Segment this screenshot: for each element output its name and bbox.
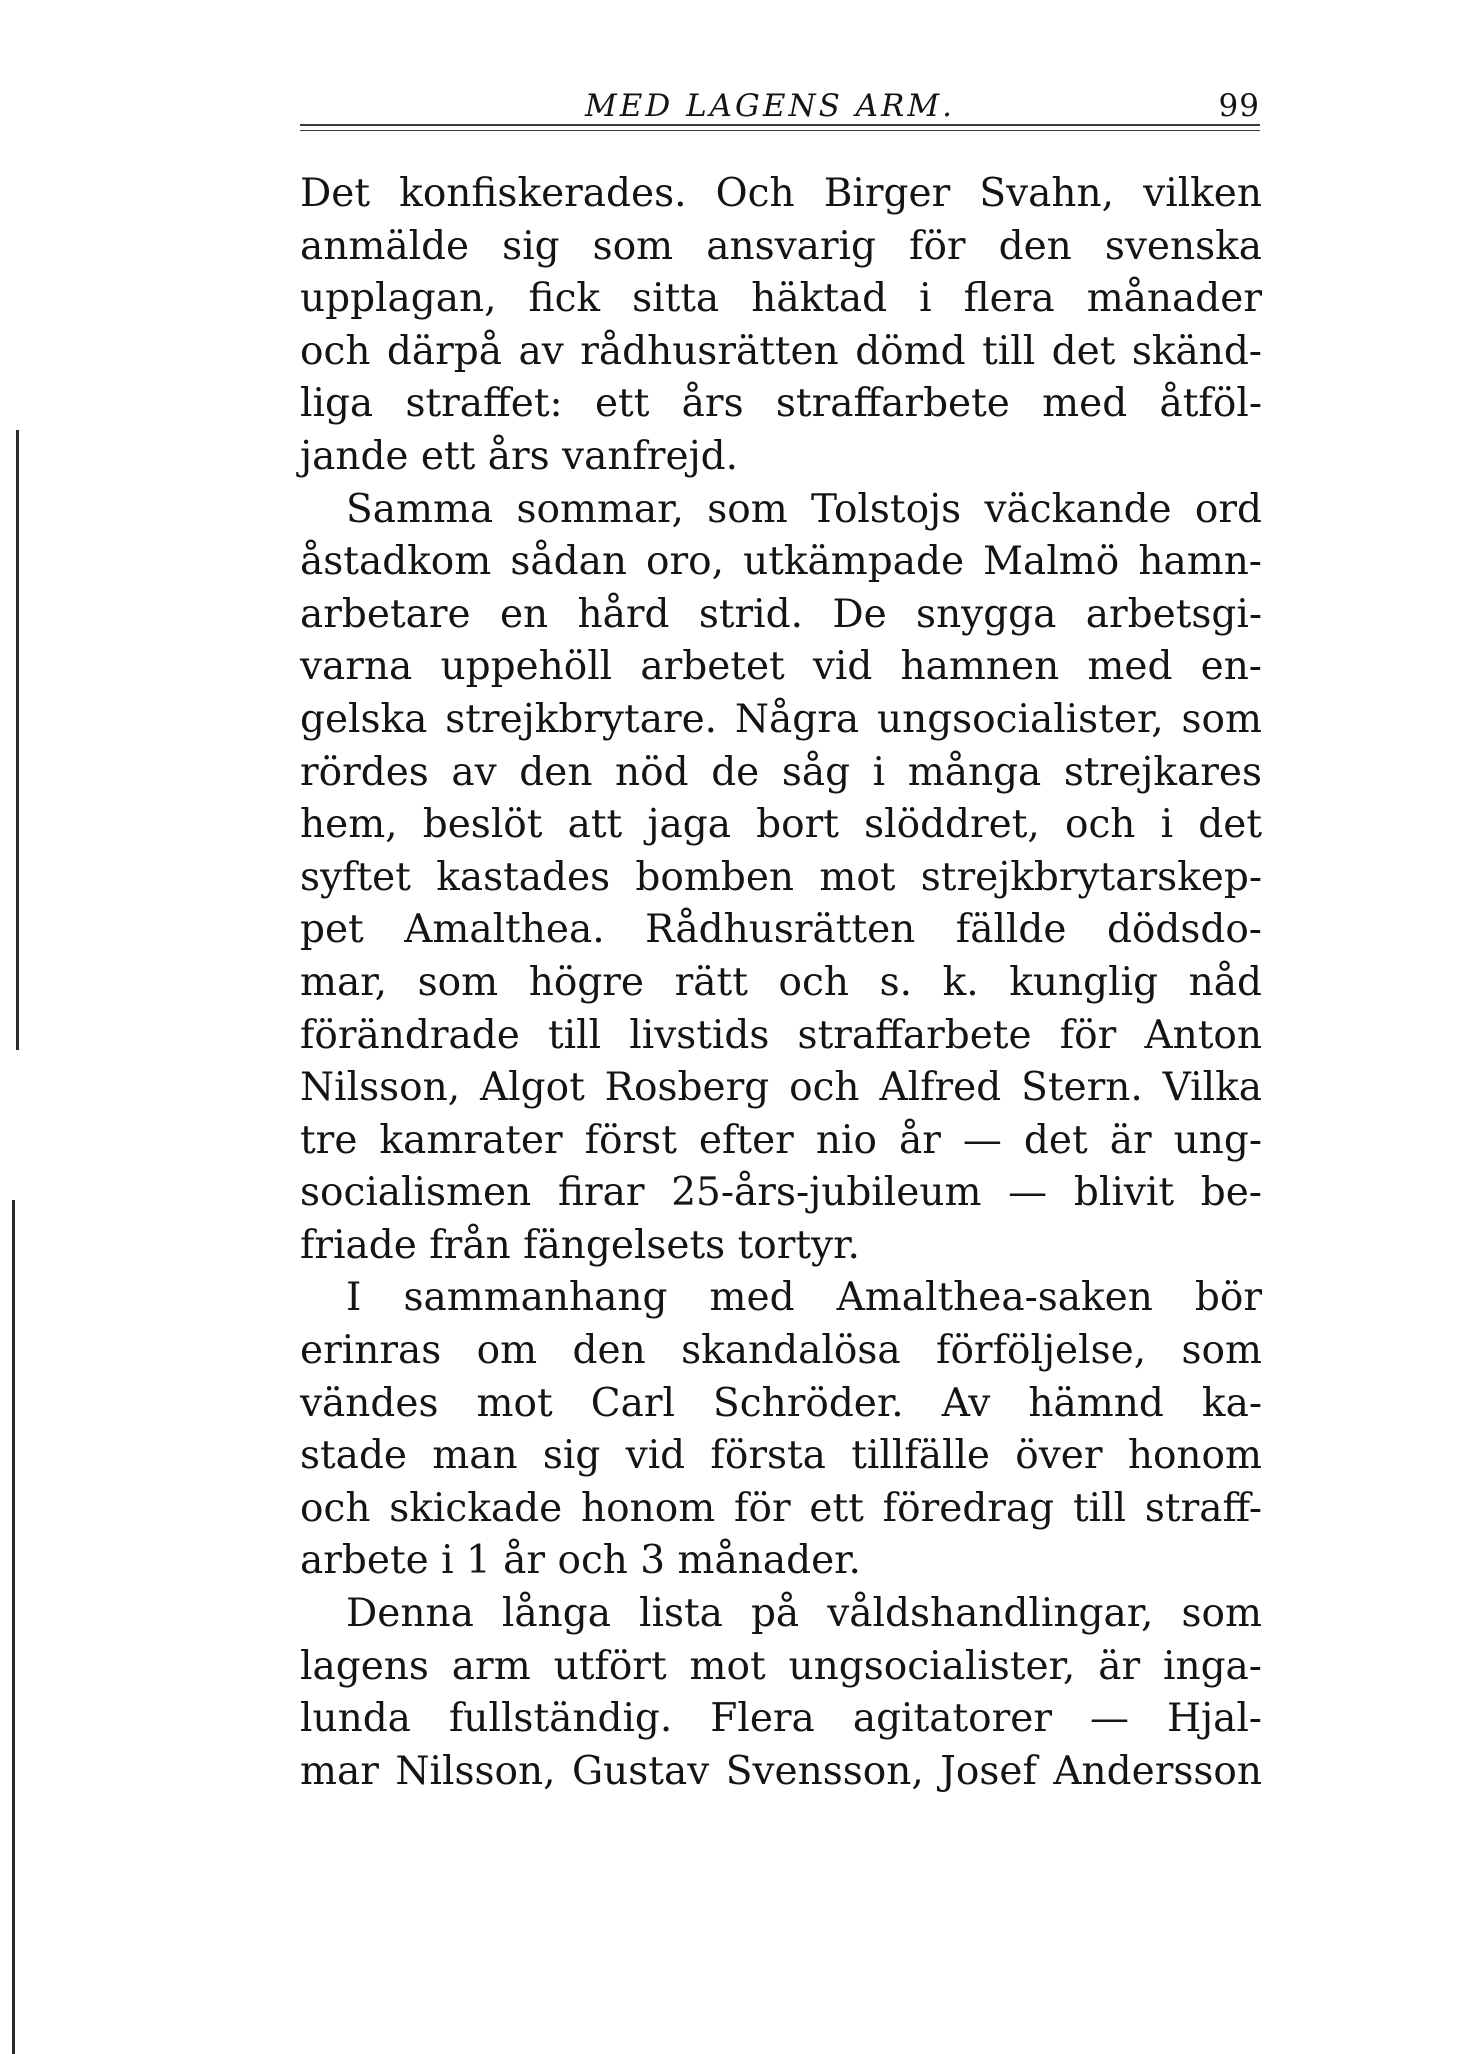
- text-line: varna uppehöll arbetet vid hamnen med en-: [300, 644, 1262, 690]
- header-rule: [300, 130, 1260, 131]
- text-line: mar, som högre rätt och s. k. kunglig nåd: [300, 959, 1262, 1005]
- scan-edge-mark: [16, 430, 19, 1050]
- text-line: mar Nilsson, Gustav Svensson, Josef Andersson: [300, 1748, 1262, 1794]
- paragraph: [300, 1272, 1262, 1588]
- text-line: Denna långa lista på våldshandlingar, som: [346, 1591, 1262, 1637]
- text-line: pet Amalthea. Rådhusrätten fällde dödsdo-: [300, 907, 1262, 953]
- header-rule: [300, 124, 1260, 126]
- paragraph: [300, 168, 1262, 484]
- text-line: socialismen firar 25-års-jubileum — blivit be-: [300, 1170, 1262, 1216]
- text-line: upplagan, fick sitta häktad i flera månader: [300, 276, 1262, 322]
- text-line: arbetare en hård strid. De snygga arbetsgi-: [300, 591, 1262, 637]
- text-line: lagens arm utfört mot ungsocialister, är inga-: [300, 1643, 1262, 1689]
- page-number: 99: [1218, 88, 1260, 124]
- text-line: anmälde sig som ansvarig för den svenska: [300, 223, 1262, 269]
- paragraph: [300, 1588, 1262, 1798]
- body-text: [300, 168, 1262, 1798]
- text-line: I sammanhang med Amalthea-saken bör: [346, 1275, 1262, 1321]
- text-line: liga straffet: ett års straffarbete med åtföl-: [300, 381, 1262, 427]
- text-line: arbete i 1 år och 3 månader.: [300, 1538, 861, 1584]
- text-line: Samma sommar, som Tolstojs väckande ord: [346, 486, 1262, 532]
- text-line: och därpå av rådhusrätten dömd till det skänd-: [300, 328, 1262, 374]
- text-line: stade man sig vid första tillfälle över honom: [300, 1433, 1262, 1479]
- text-line: syftet kastades bomben mot strejkbrytarskep-: [300, 854, 1262, 900]
- text-line: tre kamrater först efter nio år — det är ung-: [300, 1117, 1262, 1163]
- text-line: rördes av den nöd de såg i många strejkares: [300, 749, 1262, 795]
- text-line: jande ett års vanfrejd.: [300, 433, 739, 479]
- text-line: friade från fängelsets tortyr.: [300, 1222, 860, 1268]
- text-line: gelska strejkbrytare. Några ungsocialister, som: [300, 696, 1262, 742]
- text-line: åstadkom sådan oro, utkämpade Malmö hamn-: [300, 539, 1262, 585]
- text-line: förändrade till livstids straffarbete för Anton: [300, 1012, 1262, 1058]
- text-line: lunda fullständig. Flera agitatorer — Hjal-: [300, 1696, 1262, 1742]
- text-line: Nilsson, Algot Rosberg och Alfred Stern. Vilka: [300, 1065, 1262, 1111]
- text-line: vändes mot Carl Schröder. Av hämnd ka-: [300, 1380, 1262, 1426]
- text-line: hem, beslöt att jaga bort slöddret, och i det: [300, 802, 1262, 848]
- text-line: erinras om den skandalösa förföljelse, som: [300, 1328, 1262, 1374]
- text-line: och skickade honom för ett föredrag till straff-: [300, 1485, 1262, 1531]
- scan-edge-mark: [12, 1200, 15, 2054]
- text-line: Det konfiskerades. Och Birger Svahn, vilken: [300, 171, 1262, 216]
- paragraph: [300, 484, 1262, 1273]
- running-title: MED LAGENS ARM.: [585, 88, 955, 124]
